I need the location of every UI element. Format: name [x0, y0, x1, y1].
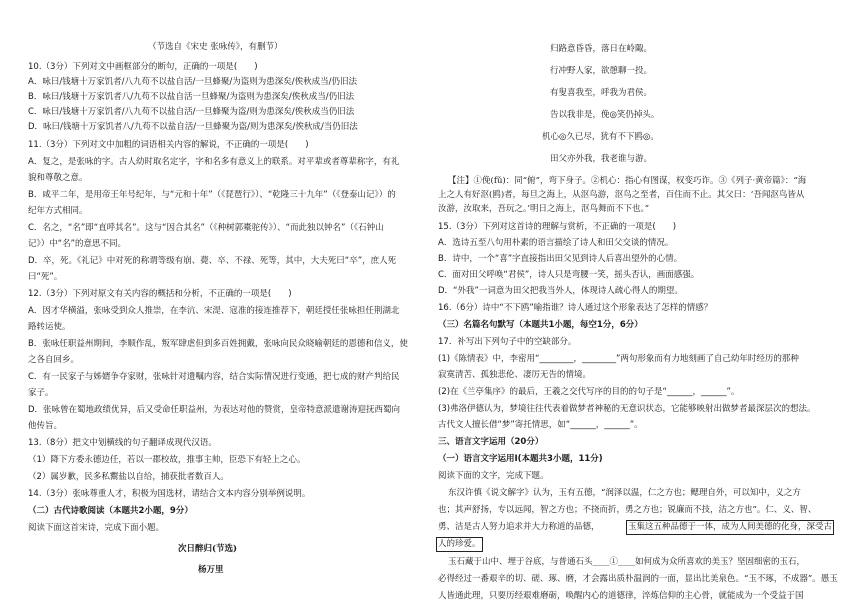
- passage-line-3: 勇、洁是古人努力追求并大力称道的品德，: [438, 522, 600, 532]
- option-11d-cont: 曰“死”。: [28, 272, 63, 282]
- option-11b: B．咸平二年，是用帝王年号纪年，与“元和十年”（《琵琶行》）、“乾隆三十九年”（《登泰山记》）的: [28, 190, 396, 200]
- question-14: 14.（3分）张咏尊重人才，积极为国选材，请结合文本内容分别举例说明。: [28, 489, 311, 499]
- option-10b: B．咏曰/钱塘十万家饥者八/九苟不以盐自活一旦蜂聚/为盗则为患深矣/俟秋成当/仍旧法: [28, 92, 355, 102]
- poem-note-2: 上之人有好沤(鸥)者，每旦之海上，从沤鸟游，沤鸟之至者，百住而不止。其父曰：‘吾闻沤鸟皆从: [438, 190, 805, 200]
- poem-line-3: 有叟喜我至，呼我为君侯。: [550, 88, 653, 98]
- poetry-instruction: 阅读下面这首宋诗，完成下面小题。: [28, 523, 165, 533]
- option-12d-cont: 他传旨。: [28, 421, 63, 431]
- option-12c-cont: 家子。: [28, 388, 54, 398]
- section-dictation-heading: （三）名篇名句默写（本题共1小题，每空1分，6分）: [438, 320, 643, 330]
- option-12d: D．张咏曾在蜀地政绩优异，后又受命任职益州，为表达对他的赞赏，皇帝特意派遣谢涛迎抚西蜀向: [28, 405, 401, 415]
- question-17-2: (2)在《兰亭集序》的最后，王羲之交代写序的目的的句子是“______，______”。: [438, 387, 740, 397]
- option-12b-cont: 之各自回乡。: [28, 355, 80, 365]
- source-note: （节选自《宋史 张咏传》，有删节）: [148, 42, 283, 52]
- question-17-3: (3)弗洛伊德认为，梦境往往代表着做梦者神秘的无意识状态，它能够映射出做梦者最深层次的想法。: [438, 404, 816, 414]
- poem-line-4: 告以我非是，俛◎笑仍掉头。: [550, 110, 660, 120]
- question-17-1-cont: 寂寞清苦、孤独悲伦、凄厉无告的情境。: [438, 370, 592, 380]
- passage-line-2: 也；其声舒扬，专以远闻，智之方也；不挠而折，勇之方也；锐廉而不技，洁之方也”。仁、义、智、: [438, 505, 817, 515]
- option-11d: D．卒，死。《礼记》中对死的称谓等级有崩、薨、卒、不禄、死等，其中，大夫死曰“卒”，庶人死: [28, 256, 397, 266]
- section-language-1-heading: （一）语言文字运用Ⅰ(本题共3小题，11分): [438, 454, 603, 464]
- option-12c: C．有一民家子与姊婿争夺家财，张咏针对遗嘱内容，结合实际情况进行变通，把七成的财产判给民: [28, 372, 400, 382]
- poem-line-2: 行冲野人家，欲憩聊一投。: [550, 66, 653, 76]
- question-12: 12.（3分）下列对原文有关内容的概括和分析，不正确的一项是( ): [28, 289, 292, 299]
- question-17: 17．补写出下列句子中的空缺部分。: [438, 337, 577, 347]
- section-language-heading: 三、语言文字运用（20分）: [438, 437, 544, 447]
- boxed-sentence-cont: 人的珍爱。: [438, 539, 481, 549]
- poem-line-1: 归路意昏昏，落日在岭陬。: [550, 44, 653, 54]
- poem-title: 次日醉归(节选): [178, 544, 238, 554]
- passage-line-5: 必得经过一番艰辛的切、磋、琢、磨，才会露出质朴温润的一面，显出比美泉色。“玉不琢，不成器”。愚玉: [438, 574, 838, 584]
- option-11c-cont: 记》）中“名”的意思不同。: [28, 239, 127, 249]
- option-12a-cont: 路转运使。: [28, 322, 71, 332]
- option-11a-cont: 貌和尊敬之意。: [28, 173, 88, 183]
- question-17-3-cont: 古代文人擅长借“梦”寄托情思，如“______，______”。: [438, 420, 643, 430]
- option-10d: D．咏曰/钱塘十万家饥者八/九苟不以盐自活/一旦蜂聚为盗/则为患深矣/俟秋成/当仍旧法: [28, 122, 358, 132]
- option-10a: A．咏曰/钱塘十万家饥者/八九苟不以盐自活/一旦蜂聚/为盗则为患深矣/俟秋成当/仍旧法: [28, 77, 358, 87]
- question-10: 10.（3分）下列对文中画框部分的断句，正确的一项是( ): [28, 62, 258, 72]
- section-poetry-heading: （二）古代诗歌阅读（本题共2小题，9分）: [28, 506, 193, 516]
- question-11: 11.（3分）下列对文中加粗的词语相关内容的解说，不正确的一项是( ): [28, 140, 309, 150]
- option-12b: B．张咏任职益州期间，李顺作乱，叛军肆虐但到多百姓拥戴，张咏向民众晓喻朝廷的恩德和信义，使: [28, 339, 408, 349]
- poem-note-3: 汝游，汝取来，吾玩之。’明日之海上，沤鸟舞而不下也。”: [438, 204, 650, 214]
- question-16: 16.（6分）诗中“不下鸥”喻指谁？诗人通过这个形象表达了怎样的情感？: [438, 303, 713, 313]
- language-instruction: 阅读下面的文字，完成下题。: [438, 471, 549, 481]
- passage-line-6: 人皆通此理，只要历经艰难磨砺，唤醒内心的道德律，淬炼信仰的主心骨，就能成为一个受益于国: [438, 591, 804, 601]
- option-11b-cont: 纪年方式相同。: [28, 206, 88, 216]
- option-15c: C．面对田父呼唤“君侯”，诗人只是弯腰一笑，摇头否认，画面感强。: [438, 270, 700, 280]
- passage-line-4: 玉石藏于山中、埋于谷底，与普通石头____①____如何成为众所喜欢的美玉？坚固细密的玉石，: [448, 557, 806, 567]
- option-11c: C．名之，“名”即“直呼其名”。这与“因合其名”（《种树郭橐驼传》）、“而此独以钟名”（《石钟山: [28, 223, 384, 233]
- poem-line-6: 田父亦外我，我老谁与游。: [550, 154, 653, 164]
- question-17-1: (1)《陈情表》中，李密用“________，________”两句形象而有力地刻画了自己幼年时经历的那种: [438, 354, 799, 364]
- option-15b: B．诗中，一个“喜”字直接指出田父见到诗人后喜出望外的心情。: [438, 254, 683, 264]
- boxed-sentence: 玉集这五种品德于一体，成为人间美德的化身，深受古: [628, 522, 833, 532]
- question-13-1: （1）降下方委永德边任，若以一郡校故，推事主帅，臣恐下有轻上之心。: [28, 455, 306, 465]
- question-13: 13.（8分）把文中划横线的句子翻译成现代汉语。: [28, 438, 217, 448]
- option-15a: A．选诗五至八句用朴素的语言描绘了诗人和田父交谈的情况。: [438, 238, 674, 248]
- question-15: 15.（3分）下列对这首诗的理解与赏析，不正确的一项是( ): [438, 222, 677, 232]
- option-12a: A．因才华横溢，张咏受到众人推崇，在李沆、宋湜、寇准的接连推荐下，朝廷授任张咏担任荆湖北: [28, 306, 400, 316]
- option-10c: C．咏曰/钱塘十万家饥者/八九苟不以盐自活/一旦蜂聚为盗/则为患深矣/俟秋成当仍旧法: [28, 107, 355, 117]
- poem-line-5: 机心◎久已尽，犹有不下鸥◎。: [542, 132, 659, 142]
- question-13-2: （2）属岁歉，民多私鬻盐以自给，捕获批者数百人。: [28, 472, 229, 482]
- option-11a: A．复之，是张咏的字。古人幼时取名定字，字和名多有意义上的联系。对平辈或者尊辈称字，有礼: [28, 157, 400, 167]
- option-15d: D．“外我”一词意为田父把我当外人，体现诗人疏心得人的期望。: [438, 286, 683, 296]
- poem-note-1: 【注】①俛(fǔ)：同“俯”，弯下身子。②机心：指心有图谋，权变巧诈。③《列子·黄帝篇》：“海: [448, 176, 807, 186]
- passage-line-1: 东汉许慎《说文解字》认为，玉有五德，“润泽以温，仁之方也；鳃理自外，可以知中，义之方: [448, 488, 801, 498]
- poem-author: 杨万里: [198, 565, 224, 575]
